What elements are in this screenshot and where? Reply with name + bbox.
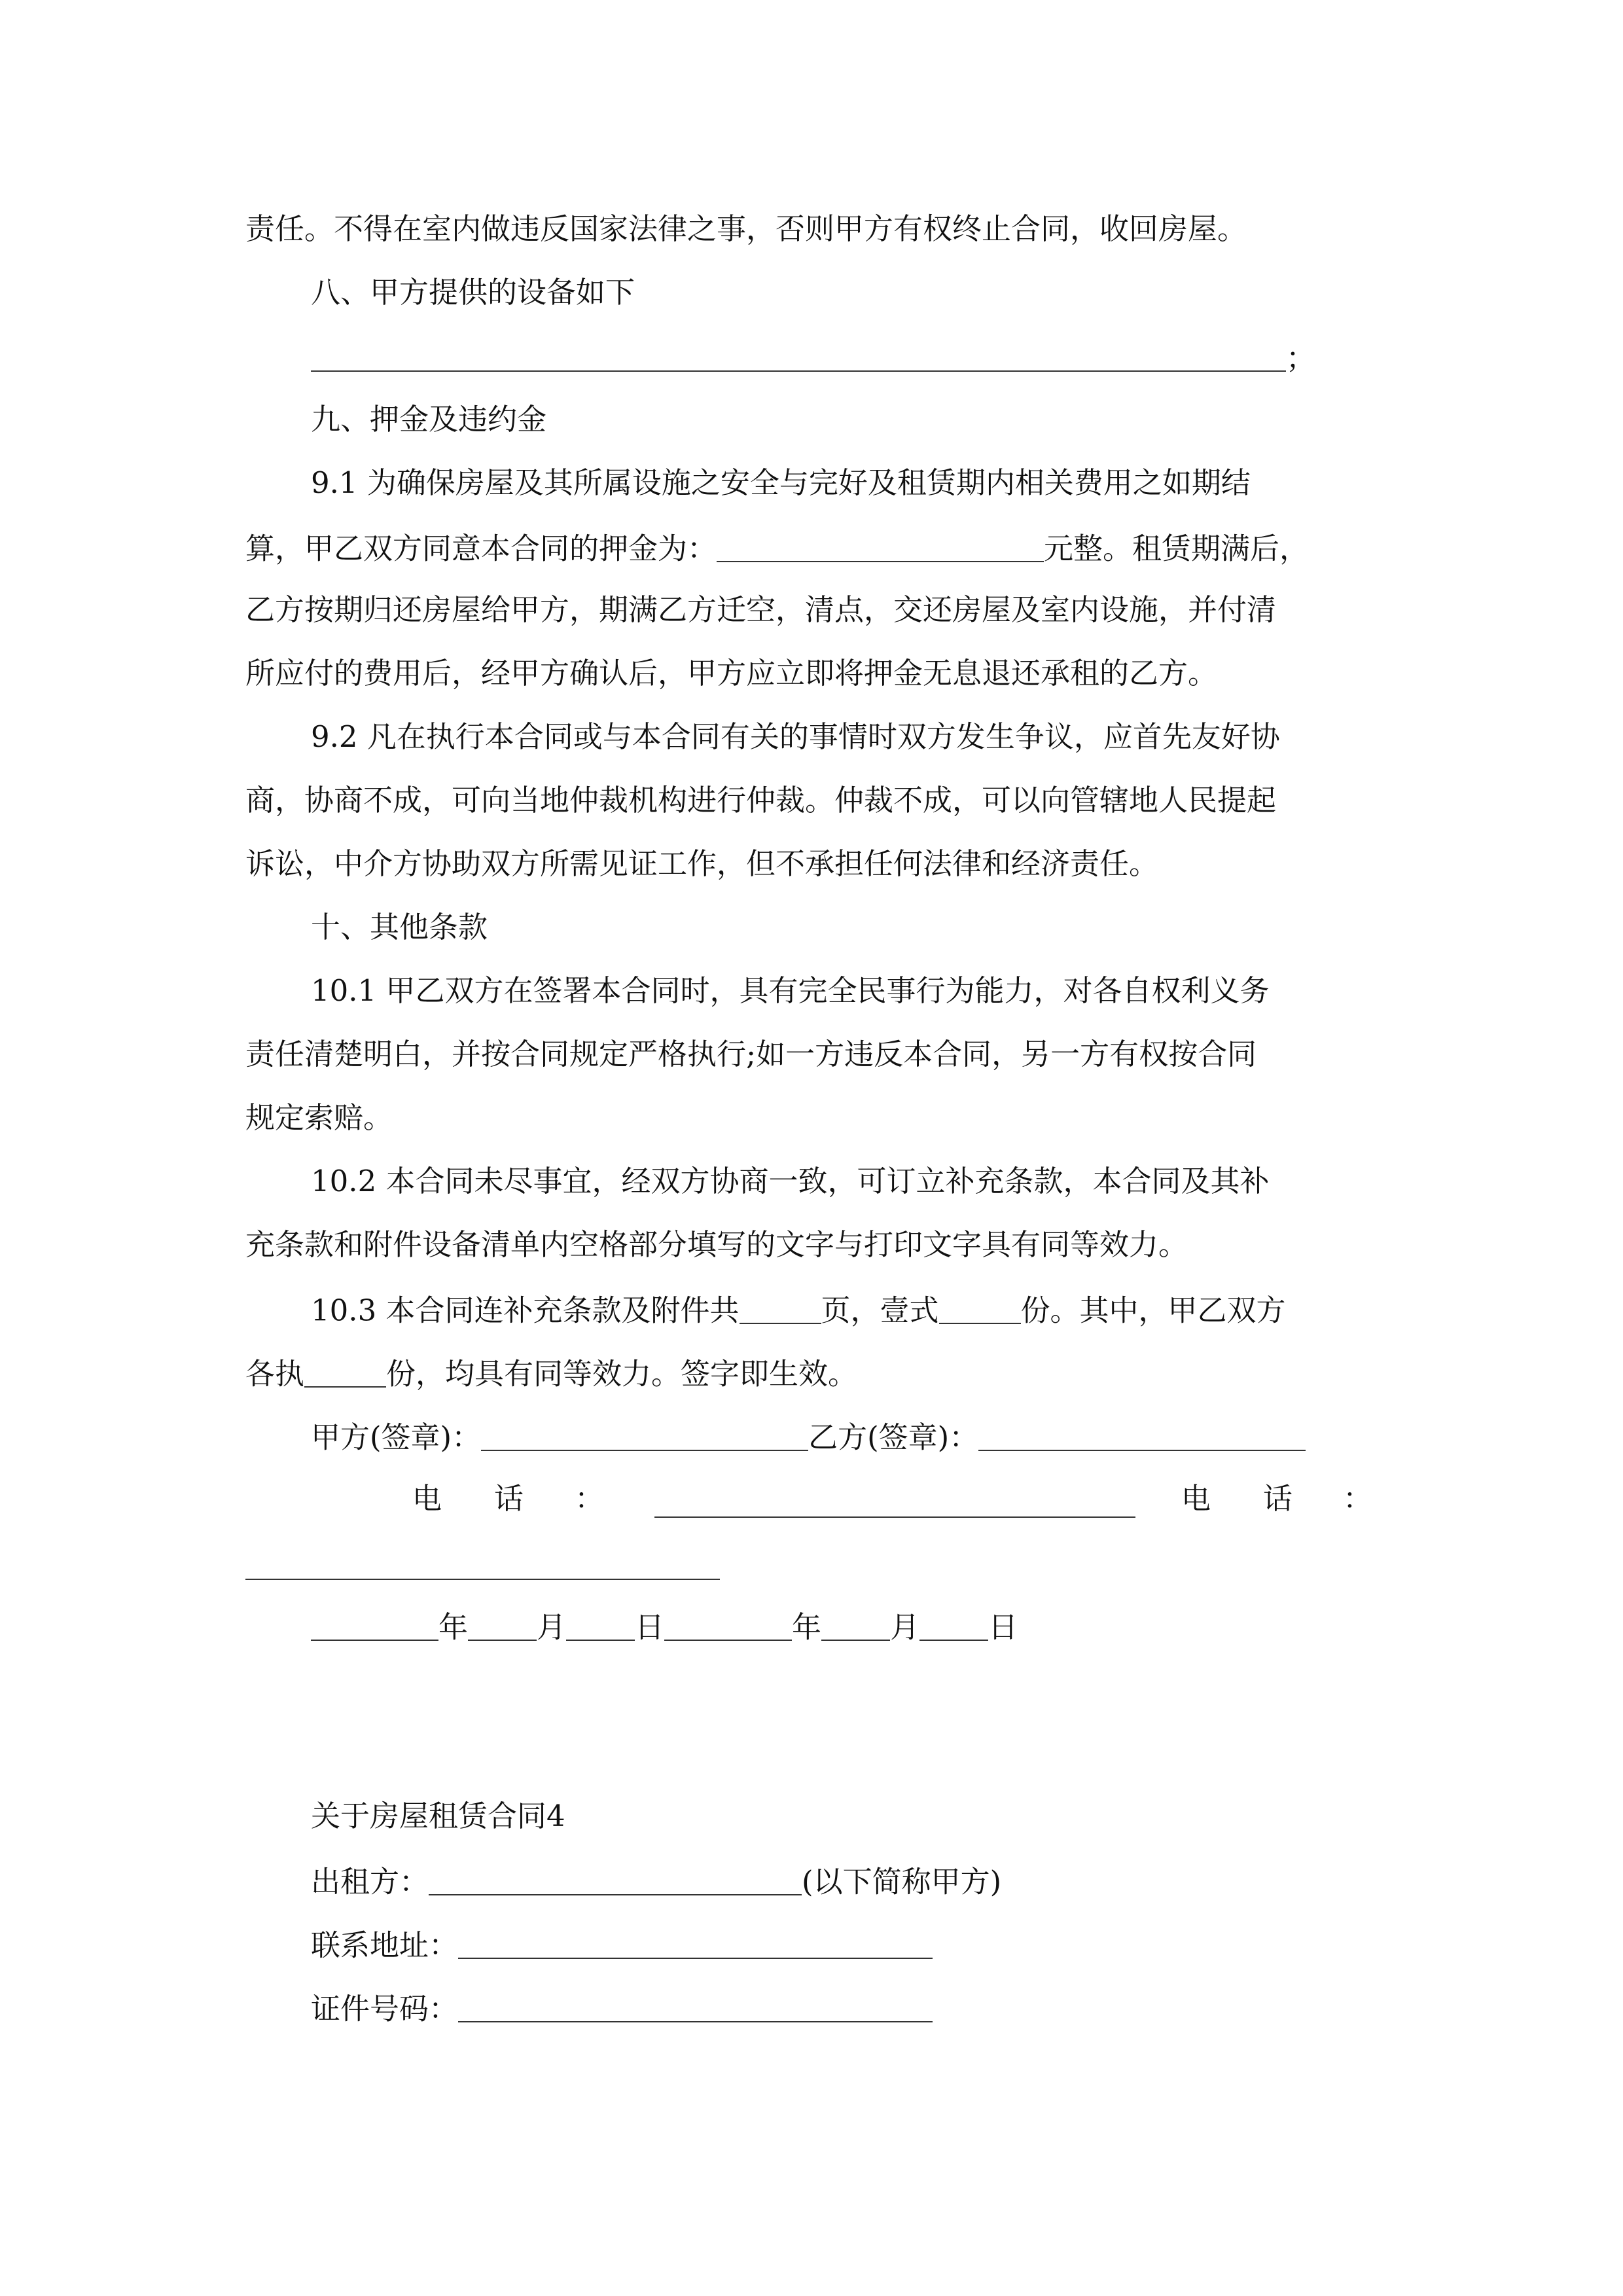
phone-label-a-char: 话 [494,1481,524,1516]
date-line: 年 月 日 年 月 日 [311,1610,1018,1642]
phone-label-b-char: 话 [1263,1481,1293,1516]
paragraph-line: 9.1 为确保房屋及其所属设施之安全与完好及租赁期内相关费用之如期结 [311,465,1251,500]
copies-blank[interactable] [939,1293,1021,1324]
paragraph-line: 充条款和附件设备清单内空格部分填写的文字与打印文字具有同等效力。 [245,1227,1188,1262]
section-8-heading: 八、甲方提供的设备如下 [311,275,635,310]
address-blank[interactable] [458,1928,933,1959]
deposit-amount-blank[interactable] [717,531,1044,562]
id-number-blank[interactable] [458,1992,933,2022]
lessor-name-blank[interactable] [429,1865,802,1895]
address-line: 联系地址： [311,1928,933,1960]
section-10-heading: 十、其他条款 [311,910,488,944]
party-a-signature-blank[interactable] [481,1420,808,1451]
paragraph-line: 10.1 甲乙双方在签署本合同时，具有完全民事行为能力，对各自权利义务 [311,973,1270,1008]
month-blank[interactable] [821,1610,890,1641]
contract-4-title: 关于房屋租赁合同4 [311,1799,565,1833]
pages-blank[interactable] [740,1293,821,1324]
deposit-line: 算，甲乙双方同意本合同的押金为： 元整。租赁期满后， [245,531,1310,566]
phone-label-a-char: ： [575,1481,605,1516]
month-blank[interactable] [468,1610,537,1641]
blank-line[interactable] [311,341,1286,372]
party-a-phone-blank[interactable] [654,1515,1135,1518]
equipment-fill-line[interactable]: ； [311,341,1315,373]
signature-line: 甲方(签章)： 乙方(签章)： [311,1420,1306,1452]
paragraph-line: 商，协商不成，可向当地仲裁机构进行仲裁。仲裁不成，可以向管辖地人民提起 [245,783,1277,817]
section-9-heading: 九、押金及违约金 [311,402,547,437]
each-holds-blank[interactable] [304,1357,386,1388]
copies-line: 10.3 本合同连补充条款及附件共 页，壹式 份。其中，甲乙双方 [311,1293,1286,1328]
year-blank[interactable] [311,1610,438,1641]
paragraph-line: 责任清楚明白，并按合同规定严格执行;如一方违反本合同，另一方有权按合同 [245,1037,1257,1071]
paragraph-line: 10.2 本合同未尽事宜，经双方协商一致，可订立补充条款，本合同及其补 [311,1164,1270,1198]
paragraph-line: 乙方按期归还房屋给甲方，期满乙方迁空，清点，交还房屋及室内设施，并付清 [245,592,1277,627]
party-b-signature-blank[interactable] [978,1420,1306,1451]
paragraph-line: 诉讼，中介方协助双方所需见证工作，但不承担任何法律和经济责任。 [245,846,1159,881]
paragraph-line: 所应付的费用后，经甲方确认后，甲方应立即将押金无息退还承租的乙方。 [245,656,1218,691]
paragraph-line: 9.2 凡在执行本合同或与本合同有关的事情时双方发生争议，应首先友好协 [311,719,1280,754]
day-blank[interactable] [566,1610,635,1641]
paragraph-line: 规定索赔。 [245,1100,393,1135]
year-blank[interactable] [664,1610,792,1641]
copies-line: 各执 份，均具有同等效力。签字即生效。 [245,1356,858,1391]
id-number-line: 证件号码： [311,1992,933,2024]
lessor-line: 出租方： (以下简称甲方) [311,1864,1002,1899]
phone-label-a-char: 电 [412,1481,442,1516]
paragraph-line: 责任。不得在室内做违反国家法律之事，否则甲方有权终止合同，收回房屋。 [245,211,1247,246]
phone-label-b-char: ： [1343,1481,1373,1516]
party-b-phone-blank[interactable] [245,1577,720,1580]
day-blank[interactable] [919,1610,988,1641]
phone-label-b-char: 电 [1181,1481,1211,1516]
